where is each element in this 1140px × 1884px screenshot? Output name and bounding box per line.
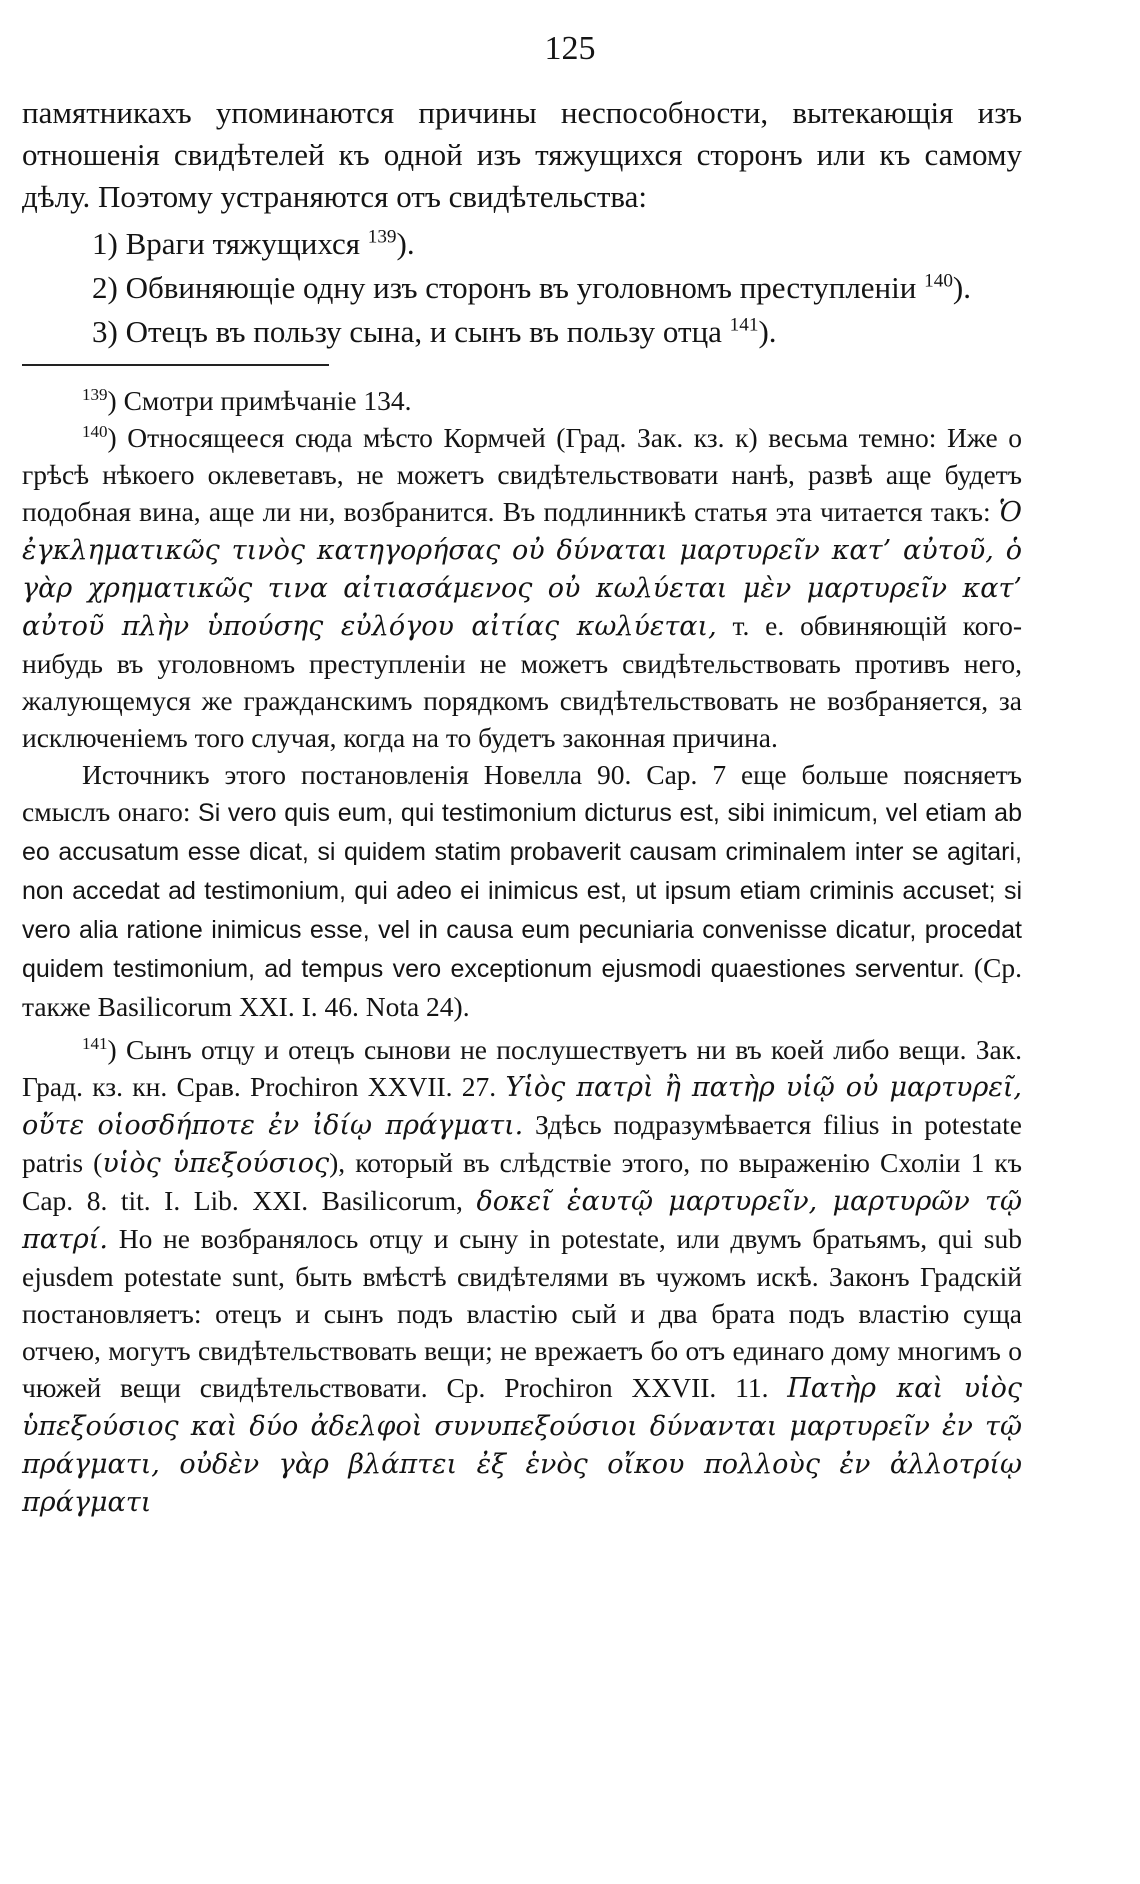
disqualification-list [22, 222, 1022, 354]
footnote-text: ) Относящееся сюда мѣсто Кормчей (Град. Зак. кз. к) весьма темно: Иже о грѣсѣ нѣкоего оклеветавъ, не можетъ свидѣтельствовати нанѣ, развѣ аще будетъ подобная вина, аще ли ни, возбранится. Въ подлинникѣ статья эта читается такъ: [22, 422, 1022, 527]
greek-quote: δοκεῖ ἑαυτῷ μαρτυρεῖν, μαρτυρῶν τῷ πατρί. [22, 1186, 1022, 1255]
list-item [22, 266, 1022, 310]
footnote-text: (Ср. также Basilicorum XXI. I. 46. Nota 24). [22, 952, 1022, 1022]
list-item-text: 1) Враги тяжущихся [92, 226, 360, 261]
list-item-end: ). [396, 226, 415, 261]
greek-quote: Ὁ ἐγκληματικῶς τινὸς κατηγορήσας οὐ δύναται μαρτυρεῖν κατ’ αὐτοῦ, ὁ γὰρ χρηματικῶς τινα αἰτιασάμενος οὐ κωλύεται μὲν μαρτυρεῖν κατ’ αὐτοῦ πλὴν ὑπούσης εὐλόγου αἰτίας κωλύεται, [22, 497, 1022, 642]
list-item [22, 310, 1022, 354]
list-item-text: 3) Отецъ въ пользу сына, и сынъ въ пользу отца [92, 314, 722, 349]
footnote-text: ) Сынъ отцу и отецъ сынови не послушествуетъ ни въ коей либо вещи. Зак. Град. кз. кн. Срав. Prochiron XXVII. 27. [22, 1034, 1022, 1102]
footnote-text: Источникъ этого постановленія Новелла 90. Cap. 7 еще больше поясняетъ смыслъ онаго: [22, 759, 1022, 827]
list-item-end: ). [758, 314, 777, 349]
footnote-140 [22, 419, 1022, 756]
greek-term: υἱὸς ὑπεξούσιος [102, 1148, 330, 1179]
footnotes [22, 382, 1022, 1521]
list-item-text: 2) Обвиняющіе одну изъ сторонъ въ уголовномъ преступленіи [92, 270, 917, 305]
footnote-separator [22, 364, 329, 366]
footnote-number: 140 [82, 421, 108, 441]
footnote-text: ) Смотри примѣчаніе 134. [107, 385, 412, 416]
footnote-139 [22, 382, 1022, 419]
main-paragraph: памятникахъ упоминаются причины неспособности, вытекающія изъ отношенія свидѣтелей къ одной изъ тяжущихся сторонъ или къ самому дѣлу. Поэтому устраняются отъ свидѣтельства: [22, 95, 1022, 214]
footnote-number: 139 [82, 384, 108, 404]
footnote-141 [22, 1031, 1022, 1521]
greek-quote: Πατὴρ καὶ υἱὸς ὑπεξούσιος καὶ δύο ἀδελφοὶ συνυπεξούσιοι δύνανται μαρτυρεῖν ἐν τῷ πράγματι, οὐδὲν γὰρ βλάπτει ἐξ ἑνὸς οἴκου πολλοὺς ἐν ἀλλοτρίῳ πράγματι [22, 1373, 1022, 1518]
latin-quote: Si vero quis eum, qui testimonium dicturus est, sibi inimicum, vel etiam ab eo accusatum esse dicat, si quidem statim probaverit causam criminalem inter se agitari, non accedat ad testimonium, qui adeo ei inimicus est, ut ipsum etiam criminis accuset; si vero alia ratione inimicus esse, vel in causa eum pecuniaria convenisse dicatur, procedat quidem testimonium, ad tempus vero exceptionum ejusmodi quaestiones serventur. [22, 799, 1022, 983]
main-text [22, 92, 1022, 354]
footnote-text: ), который въ слѣдствіе этого, по выраженію Схоліи 1 къ Cap. 8. tit. I. Lib. XXI. Basilicorum, [22, 1147, 1023, 1216]
footnote-text: т. е. обвиняющій кого-нибудь въ уголовномъ преступленіи не можетъ свидѣтельствовать противъ него, жалующемуся же гражданскимъ порядкомъ свидѣтельствовать не возбраняется, за исключеніемъ того случая, когда на то будетъ законная причина. [22, 610, 1022, 753]
list-item-end: ). [952, 270, 971, 305]
footnote-text: Но не возбранялось отцу и сыну in potestate, или двумъ братьямъ, qui sub ejusdem potestate sunt, быть вмѣстѣ свидѣтелями въ чужомъ искѣ. Законъ Градскій постановляетъ: отецъ и сынъ подъ властію сый и два брата подъ властію суща отчею, могутъ свидѣтельствовать вещи; не врежаетъ бо отъ единаго дому многимъ о чюжей вещи свидѣтельствовати. Ср. Prochiron XXVII. 11. [22, 1223, 1022, 1403]
footnote-ref: 141 [729, 314, 759, 336]
page-number: 125 [544, 30, 596, 67]
list-item [22, 222, 1022, 266]
greek-quote: Υἱὸς πατρὶ ἢ πατὴρ υἱῷ οὐ μαρτυρεῖ, οὔτε οἱοσδήποτε ἐν ἰδίῳ πράγματι. [22, 1072, 1022, 1141]
footnote-text: Здѣсь подразумѣвается filius in potestate patris ( [22, 1109, 1022, 1178]
footnote-ref: 140 [924, 270, 953, 292]
footnote-140-source [22, 756, 1022, 1025]
footnote-number: 141 [82, 1033, 108, 1053]
footnote-ref: 139 [367, 226, 397, 248]
